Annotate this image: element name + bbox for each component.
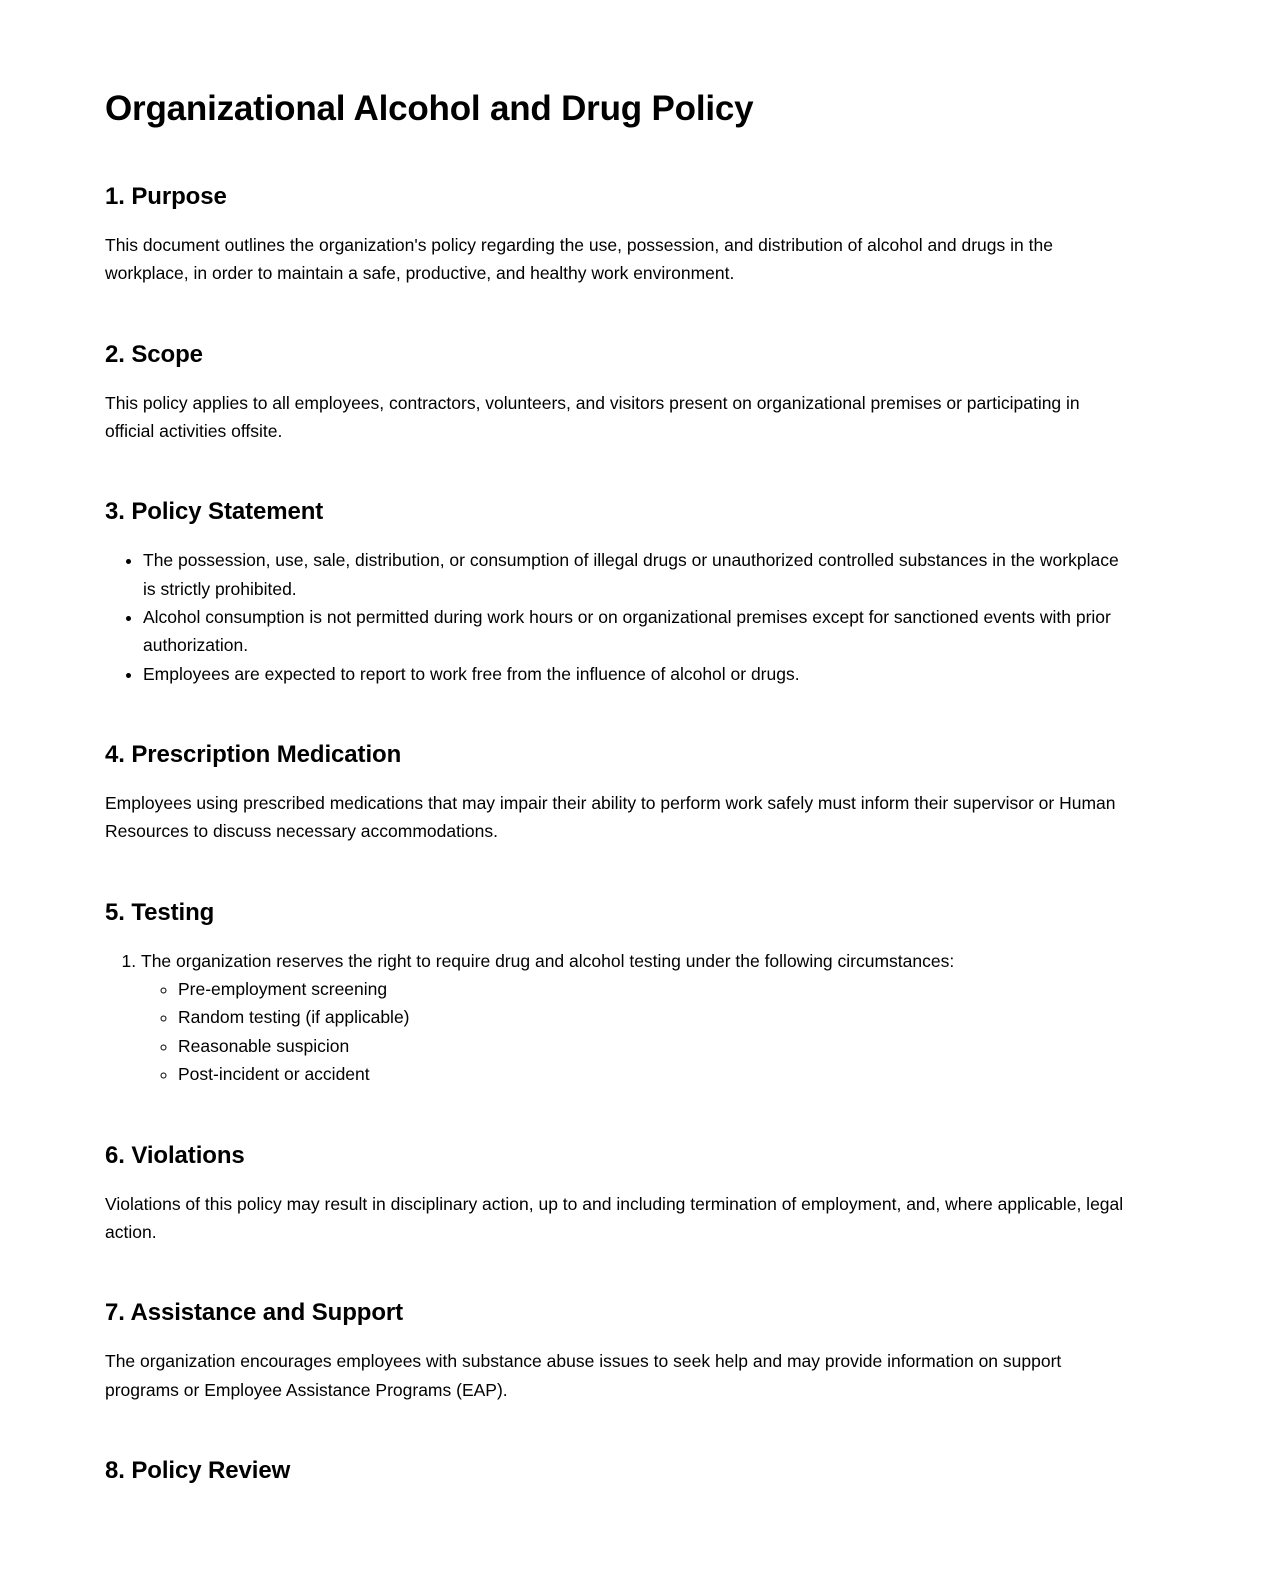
section-heading-prescription-medication: 4. Prescription Medication xyxy=(105,741,402,769)
list-item: ◦ Pre-employment screening xyxy=(178,975,1133,1003)
testing-ordered-list xyxy=(105,928,1133,1089)
section-heading-violations: 6. Violations xyxy=(105,1141,245,1169)
section-heading-testing: 5. Testing xyxy=(105,898,215,926)
content-tail-spacer xyxy=(105,1486,1133,1488)
section-paragraph-violations: Violations of this policy may result in disciplinary action, up to and including termination of employment, and, where applicable, legal action. xyxy=(105,1193,1124,1242)
list-item: • The possession, use, sale, distribution, or consumption of illegal drugs or unauthorized controlled substances in the workplace is strictly prohibited. xyxy=(143,546,1133,603)
section-heading-scope: 2. Scope xyxy=(105,340,203,368)
section-paragraph-assistance-and-support: The organization encourages employees with substance abuse issues to seek help and may provide information on support programs or Employee Assistance Programs (EAP). xyxy=(105,1351,1062,1400)
list-item: • Alcohol consumption is not permitted during work hours or on organizational premises except for sanctioned events with prior authorization. xyxy=(143,603,1133,660)
section-paragraph-prescription-medication: Employees using prescribed medications that may impair their ability to perform work safely must inform their supervisor or Human Resources to discuss necessary accommodations. xyxy=(105,793,1116,842)
list-item: ◦ Reasonable suspicion xyxy=(178,1032,1133,1060)
policy-statement-list xyxy=(105,527,1133,688)
document-content xyxy=(105,0,1133,1488)
list-item xyxy=(141,947,1133,1089)
section-paragraph-purpose: This document outlines the organization's policy regarding the use, possession, and distribution of alcohol and drugs in the workplace, in order to maintain a safe, productive, and healthy work environment. xyxy=(105,235,1053,284)
list-item: • Employees are expected to report to work free from the influence of alcohol or drugs. xyxy=(143,660,1133,688)
page-title: Organizational Alcohol and Drug Policy xyxy=(105,89,754,128)
section-heading-purpose: 1. Purpose xyxy=(105,183,227,210)
ordered-item-text: The organization reserves the right to require drug and alcohol testing under the following circumstances: xyxy=(141,950,955,971)
section-heading-policy-review: 8. Policy Review xyxy=(105,1456,291,1484)
section-heading-assistance-and-support: 7. Assistance and Support xyxy=(105,1299,404,1327)
section-paragraph-scope: This policy applies to all employees, contractors, volunteers, and visitors present on organizational premises or participating in official activities offsite. xyxy=(105,392,1080,442)
list-item: ◦ Random testing (if applicable) xyxy=(178,1003,1133,1031)
list-item: ◦ Post-incident or accident xyxy=(178,1060,1133,1088)
testing-circumstances-list xyxy=(141,975,1133,1088)
section-heading-policy-statement: 3. Policy Statement xyxy=(105,498,324,526)
